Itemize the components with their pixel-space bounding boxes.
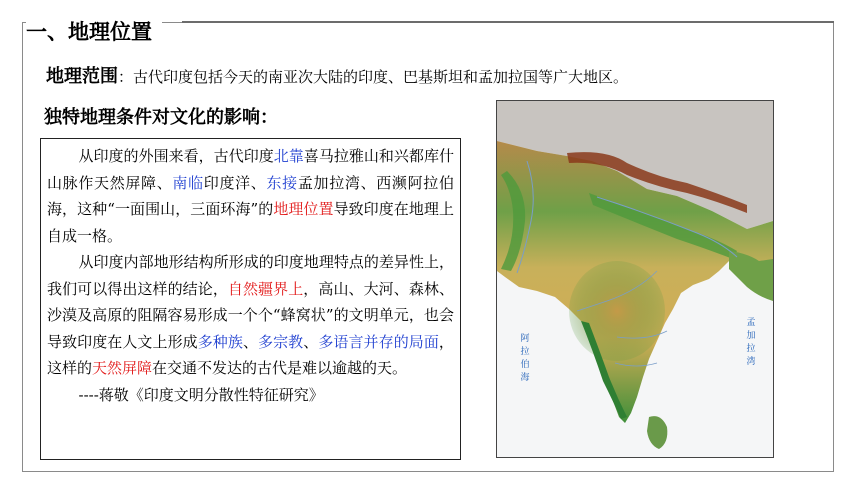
quote-highlight: 东接 [266, 173, 298, 192]
quote-paragraph-2 [47, 249, 454, 382]
quote-highlight: 多宗教 [258, 332, 304, 351]
quote-highlight: 地理位置 [273, 200, 334, 218]
geographic-scope [46, 64, 628, 90]
quote-segment: 喜马拉雅山和兴都库什山脉作天然屏障、 [47, 147, 454, 192]
quote-segment: 、 [303, 332, 319, 351]
title-rule [182, 21, 834, 23]
quote-highlight: 自然疆界上 [227, 279, 304, 298]
section-title: 一、地理位置 [26, 18, 162, 46]
quote-box [40, 138, 461, 460]
quote-citation: ----蒋敬《印度文明分散性特征研究》 [78, 385, 324, 404]
bay-of-bengal-label: 孟加拉湾 [746, 318, 756, 367]
scope-label: 地理范围 [46, 66, 118, 87]
quote-segment: ，高山、大河、森林、沙漠及高原的阻隔容易形成一个个“蜂窝状”的文明单元，也会导致印度在人文上形成 [47, 279, 454, 351]
subheading: 独特地理条件对文化的影响： [44, 107, 278, 128]
quote-segment: 、 [242, 332, 259, 351]
deccan-plateau [569, 261, 665, 361]
scope-text: ：古代印度包括今天的南亚次大陆的印度、巴基斯坦和孟加拉国等广大地区。 [118, 68, 629, 86]
quote-segment: 印度洋、 [203, 173, 267, 192]
quote-highlight: 多语言并存的局面 [318, 332, 439, 351]
quote-segment: 在交通不发达的古代是难以逾越的天。 [152, 359, 408, 377]
quote-segment: 从印度的外围来看，古代印度 [78, 147, 274, 165]
south-asia-terrain-map [496, 100, 774, 458]
quote-segment: 导致印度在地理上自成一格。 [47, 200, 454, 245]
quote-highlight: 天然屏障 [92, 359, 153, 377]
quote-segment: 孟加拉湾、西濒阿拉伯海，这种“一面围山，三面环海”的 [47, 173, 454, 218]
quote-highlight: 多种族 [197, 332, 243, 351]
terrain-map-graphic [497, 101, 773, 457]
quote-paragraph-1 [47, 143, 454, 249]
quote-highlight: 南临 [172, 173, 204, 192]
quote-segment: 从印度内部地形结构所形成的印度地理特点的差异性上，我们可以得出这样的结论， [47, 253, 454, 298]
quote-segment: ，这样的 [47, 332, 454, 377]
quote-highlight: 北靠 [273, 147, 304, 165]
arabian-sea-label: 阿拉伯海 [520, 334, 530, 383]
